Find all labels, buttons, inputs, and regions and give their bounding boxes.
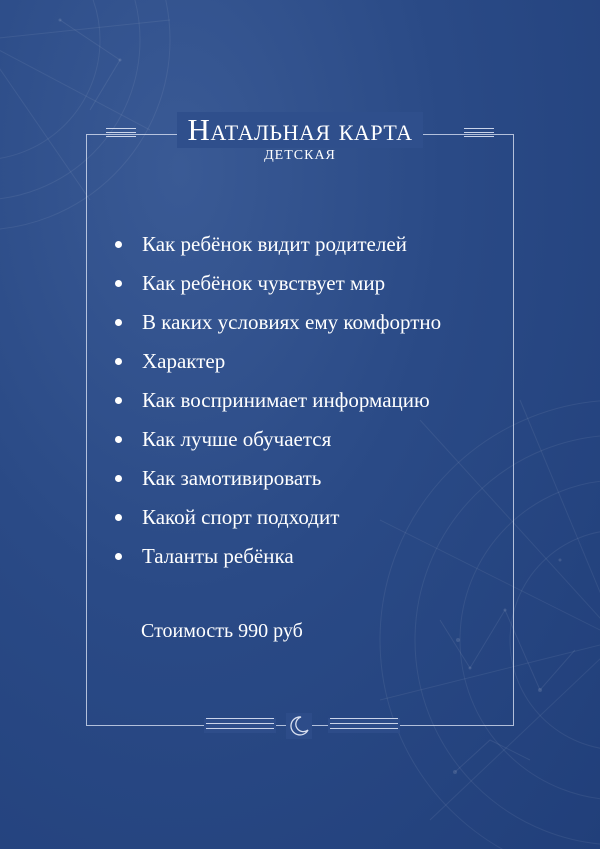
bottom-ornament <box>200 712 400 740</box>
list-item: Какой спорт подходит <box>112 498 512 537</box>
bullet-dot-icon <box>115 436 122 443</box>
list-item: Как замотивировать <box>112 459 512 498</box>
bottom-lines-right <box>328 718 400 733</box>
list-item: В каких условиях ему комфортно <box>112 303 512 342</box>
list-item: Таланты ребёнка <box>112 537 512 576</box>
bullet-dot-icon <box>115 241 122 248</box>
bottom-lines-left <box>204 718 276 733</box>
list-item: Как воспринимает информацию <box>112 381 512 420</box>
bullet-dot-icon <box>115 319 122 326</box>
moon-icon <box>286 713 312 739</box>
bullet-dot-icon <box>115 280 122 287</box>
bullet-dot-icon <box>115 514 122 521</box>
title-block <box>0 112 600 162</box>
bullet-dot-icon <box>115 358 122 365</box>
bullet-dot-icon <box>115 397 122 404</box>
list-item: Как ребёнок чувствует мир <box>112 264 512 303</box>
card-title: Натальная карта <box>187 112 413 147</box>
bullet-dot-icon <box>115 475 122 482</box>
list-item: Характер <box>112 342 512 381</box>
feature-list <box>112 225 512 576</box>
price-text: Стоимость 990 руб <box>141 620 303 642</box>
list-item: Как лучше обучается <box>112 420 512 459</box>
card-subtitle: детская <box>264 142 336 164</box>
bullet-dot-icon <box>115 553 122 560</box>
list-item: Как ребёнок видит родителей <box>112 225 512 264</box>
